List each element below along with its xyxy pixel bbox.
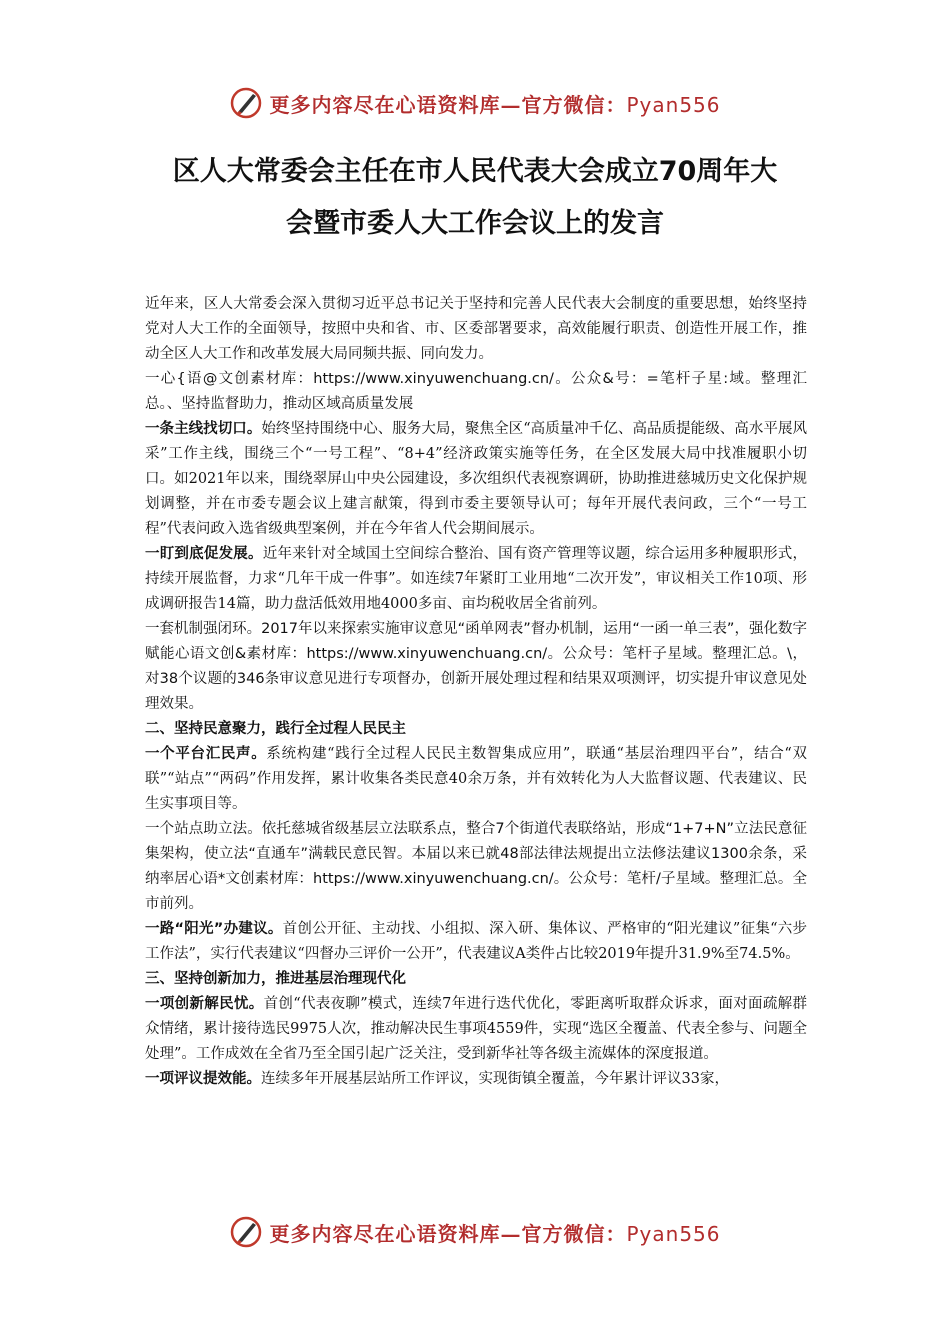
paragraph-lead: 一项创新解民忧。 xyxy=(145,996,264,1012)
title-line-2: 会暨市委人大工作会议上的发言 xyxy=(286,208,664,239)
banner-text: 更多内容尽在心语资料库—官方微信：Pyan556 xyxy=(269,92,721,117)
paragraph-text: 连续多年开展基层站所工作评议，实现街镇全覆盖，今年累计评议33家， xyxy=(261,1071,729,1087)
section-heading-3: 三、坚持创新加力，推进基层治理现代化 xyxy=(145,971,406,987)
page-title xyxy=(120,146,830,250)
brush-logo-icon xyxy=(229,86,263,120)
paragraph-lead: 一条主线找切口。 xyxy=(145,421,262,437)
footer-banner xyxy=(0,1209,950,1255)
paragraph-lead: 一项评议提效能。 xyxy=(145,1071,261,1087)
paragraph-follow-through xyxy=(145,542,807,617)
header-banner xyxy=(0,80,950,126)
paragraph-sunshine xyxy=(145,917,807,967)
section-heading-1: 一心{语@文创素材库：https://www.xinyuwenchuang.cn/。公众&号：=笔杆子星:域。整理汇总。、坚持监督助力，推动区域高质量发展 xyxy=(145,371,807,412)
paragraph-lead: 一路“阳光”办建议。 xyxy=(145,921,283,937)
paragraph-text: 始终坚持围绕中心、服务大局，聚焦全区“高质量冲千亿、高品质提能级、高水平展风采”工作主线，围绕三个“一号工程”、“8+4”经济政策实施等任务，在全区发展大局中找准履职小切口。如2021年以来，围绕翠屏山中央公园建设，多次组织代表视察调研，协助推进慈城历史文化保护规划调整，并在市委专题会议上建言献策，得到市委主要领导认可；每年开展代表问政，三个“一号工程”代表问政入选省级典型案例，并在今年省人代会期间展示。 xyxy=(145,421,807,537)
paragraph-text: 系统构建“践行全过程人民民主数智集成应用”，联通“基层治理四平台”，结合“双联”“站点”“两码”作用发挥，累计收集各类民意40余万条，并有效转化为人大监督议题、代表建议、民生实事项目等。 xyxy=(145,746,808,812)
paragraph-text: 首创“代表夜聊”模式，连续7年进行迭代优化，零距离听取群众诉求，面对面疏解群众情绪，累计接待选民9975人次，推动解决民生事项4559件，实现“选区全覆盖、代表全参与、问题全处理”。工作成效在全省乃至全国引起广泛关注，受到新华社等各级主流媒体的深度报道。 xyxy=(145,996,807,1062)
banner-text: 更多内容尽在心语资料库—官方微信：Pyan556 xyxy=(269,1221,721,1246)
paragraph-mechanism: 一套机制强闭环。2017年以来探索实施审议意见“函单网表”督办机制，运用“一函一单三表”，强化数字赋能心语文创&素材库：https://www.xinyuwenchuang.cn/。公众号：笔杆子星域。整理汇总。\，对38个议题的346条审议意见进行专项督办，创新开展处理过程和结果双项测评，切实提升审议意见处理效果。 xyxy=(145,621,807,712)
paragraph-text: 首创公开征、主动找、小组拟、深入研、集体议、严格审的“阳光建议”征集“六步工作法”，实行代表建议“四督办三评价一公开”，代表建议A类件占比较2019年提升31.9%至74.5%。 xyxy=(145,921,807,962)
title-line-1: 区人大常委会主任在市人民代表大会成立70周年大 xyxy=(172,156,778,187)
paragraph-intro: 近年来，区人大常委会深入贯彻习近平总书记关于坚持和完善人民代表大会制度的重要思想，始终坚持党对人大工作的全面领导，按照中央和省、市、区委部署要求，高效能履行职责、创造性开展工作，推动全区人大工作和改革发展大局同频共振、同向发力。 xyxy=(145,296,807,362)
paragraph-main-line xyxy=(145,417,807,542)
paragraph-lead: 一盯到底促发展。 xyxy=(145,546,263,562)
paragraph-innovation xyxy=(145,992,807,1067)
document-body xyxy=(145,292,807,1092)
section-heading-2: 二、坚持民意聚力，践行全过程人民民主 xyxy=(145,721,406,737)
paragraph-review xyxy=(145,1067,807,1092)
paragraph-text: 近年来针对全域国土空间综合整治、国有资产管理等议题，综合运用多种履职形式，持续开展监督，力求“几年干成一件事”。如连续7年紧盯工业用地“二次开发”，审议相关工作10项、形成调研报告14篇，助力盘活低效用地4000多亩、亩均税收居全省前列。 xyxy=(145,546,808,612)
paragraph-lead: 一个平台汇民声。 xyxy=(145,746,267,762)
brush-logo-icon xyxy=(229,1215,263,1249)
paragraph-legislation: 一个站点助立法。依托慈城省级基层立法联系点，整合7个街道代表联络站，形成“1+7+N”立法民意征集架构，使立法“直通车”满载民意民智。本届以来已就48部法律法规提出立法修法建议1300余条，采纳率居心语*文创素材库：https://www.xinyuwenchuang.cn/。公众号：笔杆/子星域。整理汇总。全市前列。 xyxy=(145,821,807,912)
paragraph-platform xyxy=(145,742,807,817)
